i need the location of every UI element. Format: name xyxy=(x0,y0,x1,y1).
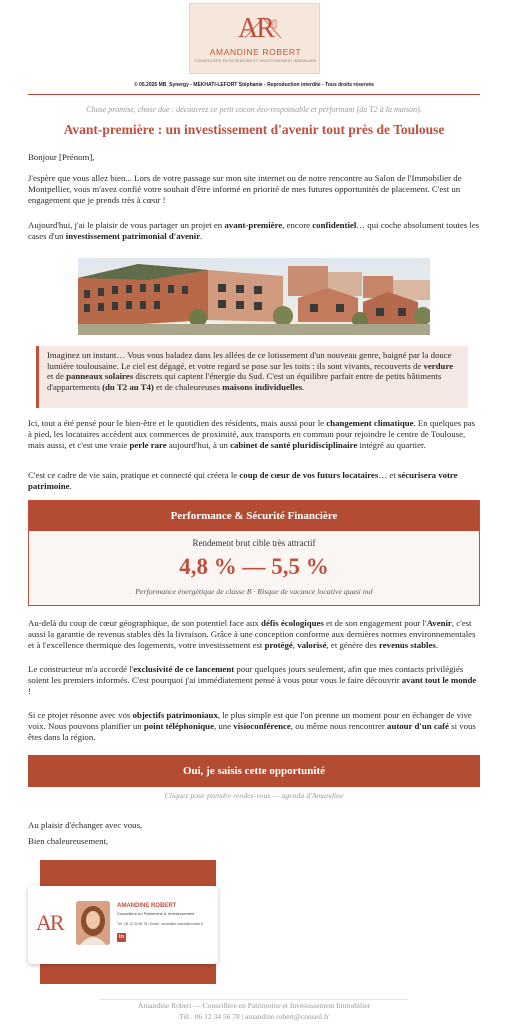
bold-span: point téléphonique xyxy=(143,721,214,731)
sign-off: Bien chaleureusement, xyxy=(28,836,109,846)
text-span: , une xyxy=(213,721,234,731)
text-span: Imaginez un instant… Vous vous baladez dans les allées de ce lotissement d'un nouveau genre, baigné par la douce lumière toulousaine. Le ciel est dégagé, et votre regard se pose sur les toits : ils sont vivants, recouverts de xyxy=(47,350,452,371)
signature-initials: AR xyxy=(36,910,63,935)
bold-span: (du T2 au T4) xyxy=(102,381,154,392)
brand-logo xyxy=(189,3,320,74)
text-span: ! xyxy=(28,686,31,696)
bold-span: perle rare xyxy=(129,440,167,450)
project-render-image xyxy=(78,258,430,335)
text-span: et de chaleureuses xyxy=(153,381,223,392)
bold-span: coup de cœur de vos futurs locataires xyxy=(239,470,379,480)
text-span: , ou même nous rencontrer xyxy=(290,721,388,731)
linkedin-icon[interactable]: in xyxy=(117,933,126,942)
bold-span: revenus stables xyxy=(379,640,436,650)
bold-span: exclusivité de ce lancement xyxy=(133,664,235,674)
logo-initials: AR xyxy=(238,13,273,44)
bold-span: défis écologiques xyxy=(261,618,324,628)
text-span: aujourd'hui, à un xyxy=(166,440,231,450)
signature-role: Conseillère en Patrimoine & Investissement xyxy=(117,911,195,916)
bold-span: autour d'un café xyxy=(387,721,449,731)
performance-subtitle: Rendement brut cible très attractif xyxy=(192,538,316,548)
text-span: C'est ce cadre de vie sain, pratique et connecté qui créera le xyxy=(28,470,240,480)
text-span: Si ce projet résonne avec vos xyxy=(28,710,133,720)
text-span: , le plus simple est que l'on prenne un moment pour en échanger de vive voix. Nous pouvons planifier un xyxy=(28,710,472,731)
bold-span: investissement patrimonial d'avenir xyxy=(65,231,201,241)
closing-line: Au plaisir d'échanger avec vous, xyxy=(28,820,143,830)
signature-contact: Tél : 06 12 34 56 78 | Email : amandine.robert@conseil.fr xyxy=(117,922,203,926)
bold-span: maisons individuelles xyxy=(222,381,303,392)
performance-box xyxy=(28,500,480,606)
text-span: . En quelques pas à pied, les locataires accèdent aux commerces de proximité, aux transports en commun pour rejoindre le centre de Toulouse, mais aussi, et c'est une vraie xyxy=(28,418,476,450)
header-divider xyxy=(28,94,480,95)
text-span: si vous êtes dans la région. xyxy=(28,721,476,742)
text-span: Ici, tout a été pensé pour le bien-être et le quotidien des résidents, mais aussi pour le xyxy=(28,418,327,428)
text-span: Aujourd'hui, j'ai le plaisir de vous partager un projet en xyxy=(28,220,225,230)
cta-note: Cliquez pour prendre rendez-vous — agenda d'Amandine xyxy=(164,791,344,800)
logo-tagline: CONSEILLÈRE EN PATRIMOINE ET INVESTISSEMENT IMMOBILIER xyxy=(194,59,317,63)
signature-card xyxy=(28,886,218,964)
performance-note: Performance énergétique de classe B · Risque de vacance locative quasi nul xyxy=(135,587,373,596)
performance-heading: Performance & Sécurité Financière xyxy=(29,501,479,531)
paragraph-project xyxy=(28,220,480,242)
text-span: , encore xyxy=(282,220,313,230)
text-span: discrets qui captent l'énergie du Sud. C'est un équilibre parfait entre de petits bâtiments d'appartements xyxy=(47,371,442,392)
text-span: . xyxy=(69,481,72,491)
text-span: . xyxy=(435,640,439,650)
paragraph-tenants xyxy=(28,470,480,492)
bold-span: visioconférence xyxy=(233,721,291,731)
text-span: pour quelques jours seulement, afin que mes contacts privilégiés soient les premiers informés. C'est pourquoi j'ai immédiatement pensé à vous pour vous le faire découvrir xyxy=(28,664,464,685)
bold-span: cabinet de santé pluridisciplinaire xyxy=(230,440,358,450)
bold-span: protégé xyxy=(264,640,293,650)
footer-identity: Amandine Robert — Conseillère en Patrimoine et Investissement Immobilier xyxy=(137,1001,371,1010)
signature-name: AMANDINE ROBERT xyxy=(117,903,177,909)
imagine-quote-block xyxy=(36,346,468,408)
bold-span: Avenir xyxy=(426,618,452,628)
text-span: … et xyxy=(378,470,398,480)
bold-span: changement climatique xyxy=(326,418,414,428)
bold-span: objectifs patrimoniaux xyxy=(132,710,218,720)
preheader-text: Chose promise, chose due : découvrez ce petit cocon éco-responsable et performant (du T2 à la maison). xyxy=(86,105,422,114)
bold-span: valorisé xyxy=(297,640,327,650)
email-title: Avant-première : un investissement d'avenir tout près de Toulouse xyxy=(63,122,445,137)
paragraph-intro: J'espère que vous allez bien... Lors de votre passage sur mon site internet ou de notre rencontre au Salon de l'Immobilier de Montpellier, vous m'avez confié votre souhait d'être informé en priorité de mes futures opportunités de placement. C'est un engagement que je prends très à cœur ! xyxy=(28,173,462,205)
bold-span: avant-première xyxy=(224,220,283,230)
paragraph-exclusivity xyxy=(28,664,480,697)
text-span: , c'est aussi la garantie de revenus stables dès la livraison. Grâce à une conception conforme aux dernières normes environnementales et à l'excellence thermique des logements, votre investissement est xyxy=(28,618,476,650)
paragraph-meeting xyxy=(28,710,480,743)
footer-divider xyxy=(100,999,408,1000)
text-span: et de xyxy=(47,371,67,382)
greeting: Bonjour [Prénom], xyxy=(28,152,95,162)
text-span: Le constructeur m'a accordé l' xyxy=(28,664,134,674)
text-span: et de son engagement pour l' xyxy=(323,618,427,628)
profile-photo xyxy=(76,901,110,945)
footer-contact: Tél : 06 12 34 56 78 | amandine.robert@conseil.fr xyxy=(178,1012,330,1021)
text-span: , et génère des xyxy=(326,640,380,650)
text-span: Au-delà du coup de cœur géographique, de son potentiel face aux xyxy=(28,618,262,628)
text-span: … qui coche absolument toutes les cases d'un xyxy=(28,220,480,241)
text-span: , xyxy=(292,640,298,650)
bold-span: panneaux solaires xyxy=(66,371,134,382)
paragraph-ecology xyxy=(28,618,480,651)
bold-span: verdure xyxy=(423,360,454,371)
bold-span: avant tout le monde xyxy=(401,675,477,685)
paragraph-wellbeing xyxy=(28,418,480,451)
logo-name: AMANDINE ROBERT xyxy=(209,47,302,57)
text-span: intégré au quartier. xyxy=(357,440,426,450)
opportunity-cta-button[interactable]: Oui, je saisis cette opportunité xyxy=(28,755,480,787)
copyright-notice: © 05.2026 MB_Synergy - MEKHATI-LEFORT Stéphanie - Reproduction interdite - Tous droits réservés xyxy=(134,82,374,88)
bold-span: sécurisera votre patrimoine xyxy=(28,470,458,491)
text-span: . xyxy=(200,231,203,241)
yield-rate: 4,8 % — 5,5 % xyxy=(179,554,329,579)
bold-span: confidentiel xyxy=(312,220,357,230)
text-span: . xyxy=(302,381,305,392)
